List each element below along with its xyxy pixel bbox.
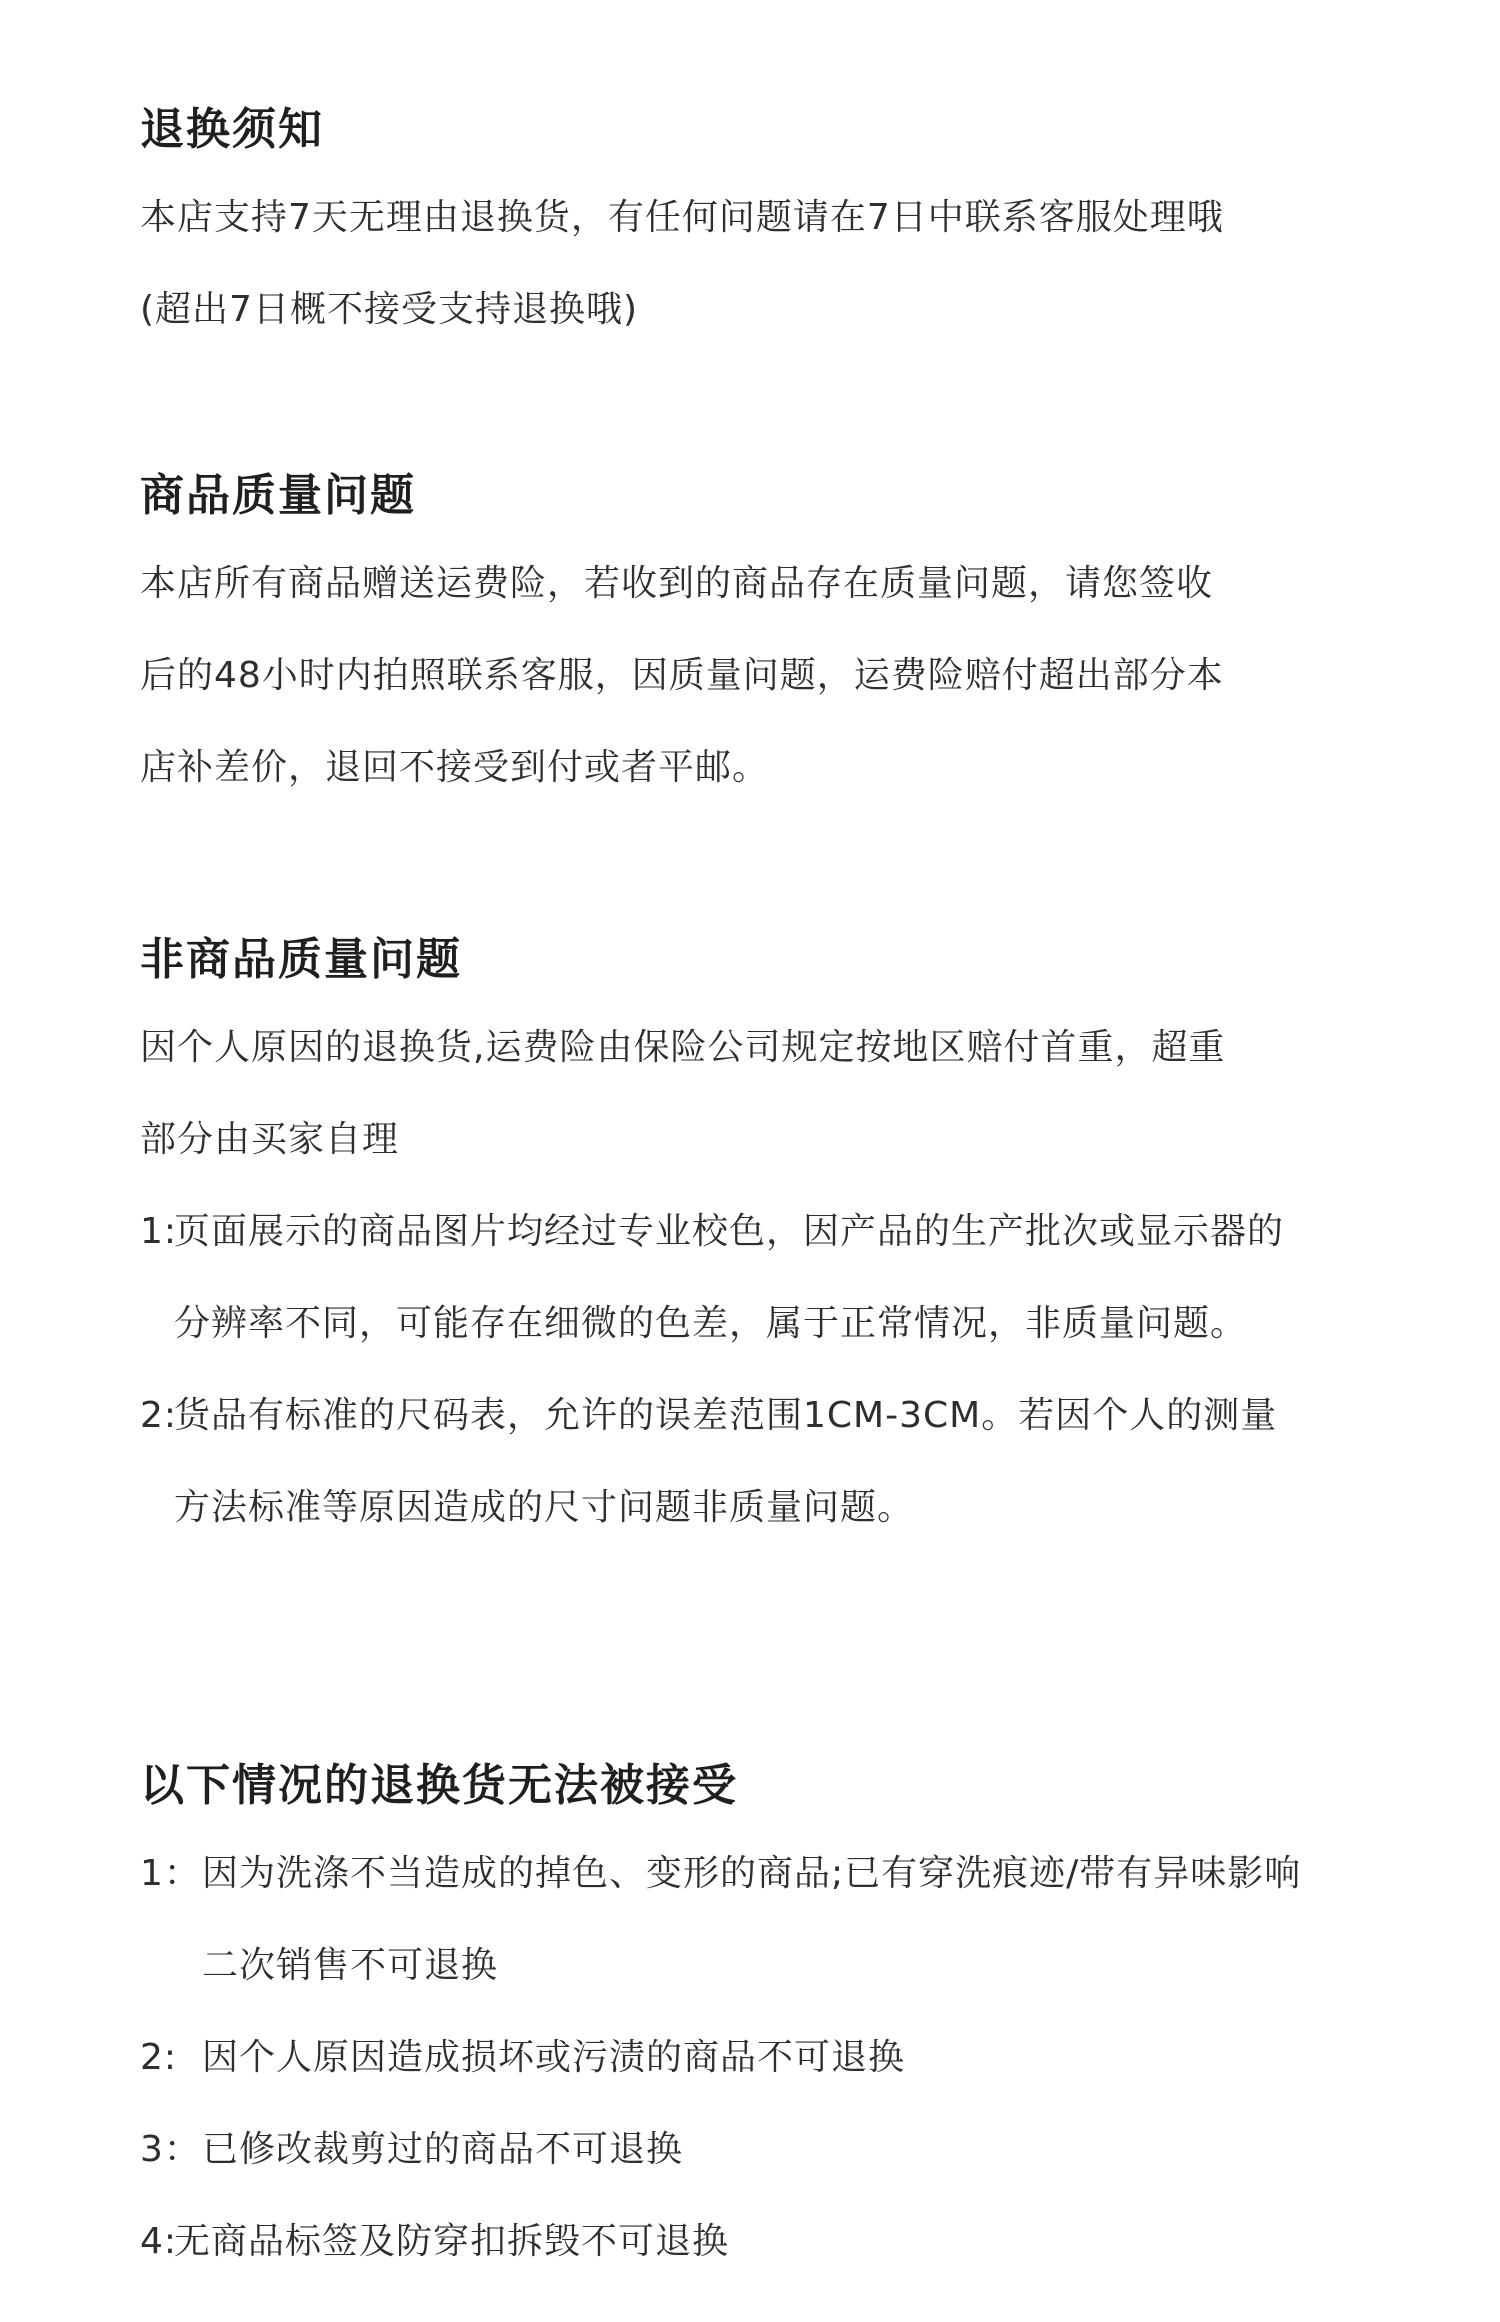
list-number: 1： [140, 1853, 201, 1894]
list-item [140, 2196, 1340, 2288]
list-text: 因个人原因造成损坏或污渍的商品不可退换 [202, 2037, 906, 2078]
list-number: 2: [140, 2037, 190, 2078]
section-heading: 非商品质量问题 [140, 934, 462, 985]
paragraph-line: 本店所有商品赠送运费险，若收到的商品存在质量问题，请您签收 [140, 563, 1214, 604]
list-number: 4: [140, 2221, 178, 2262]
list-item [140, 1186, 1340, 1370]
list-text: 已修改裁剪过的商品不可退换 [202, 2129, 684, 2170]
paragraph-line: 后的48小时内拍照联系客服，因质量问题，运费险赔付超出部分本 [140, 655, 1224, 696]
list-text: 无商品标签及防穿扣拆毁不可退换 [174, 2221, 730, 2262]
section-non-quality-issue [140, 930, 1340, 1554]
section-return-notice [140, 100, 1340, 356]
list-item [140, 2104, 1340, 2196]
section-heading: 退换须知 [140, 104, 324, 155]
list-text: 页面展示的商品图片均经过专业校色，因产品的生产批次或显示器的分辨率不同，可能存在细微的色差，属于正常情况，非质量问题。 [174, 1211, 1285, 1344]
section-heading: 以下情况的退换货无法被接受 [140, 1760, 738, 1811]
section-quality-issue [140, 466, 1340, 814]
paragraph-line: 部分由买家自理 [140, 1119, 400, 1160]
paragraph-line: 因个人原因的退换货,运费险由保险公司规定按地区赔付首重，超重 [140, 1027, 1226, 1068]
paragraph-line: (超出7日概不接受支持退换哦) [140, 289, 638, 330]
list-number: 1: [140, 1211, 178, 1252]
list-item [140, 1370, 1340, 1554]
list-item [140, 1828, 1340, 2012]
section-heading: 商品质量问题 [140, 470, 416, 521]
list-text: 货品有标准的尺码表，允许的误差范围1CM-3CM。若因个人的测量方法标准等原因造成的尺寸问题非质量问题。 [174, 1395, 1278, 1528]
paragraph-line: 店补差价，退回不接受到付或者平邮。 [140, 747, 770, 788]
list-text: 因为洗涤不当造成的掉色、变形的商品;已有穿洗痕迹/带有异味影响二次销售不可退换 [202, 1853, 1302, 1986]
list-item [140, 2012, 1340, 2104]
section-not-accepted [140, 1756, 1340, 2288]
list-number: 3： [140, 2129, 201, 2170]
paragraph-line: 本店支持7天无理由退换货，有任何问题请在7日中联系客服处理哦 [140, 197, 1224, 238]
list-number: 2: [140, 1395, 178, 1436]
